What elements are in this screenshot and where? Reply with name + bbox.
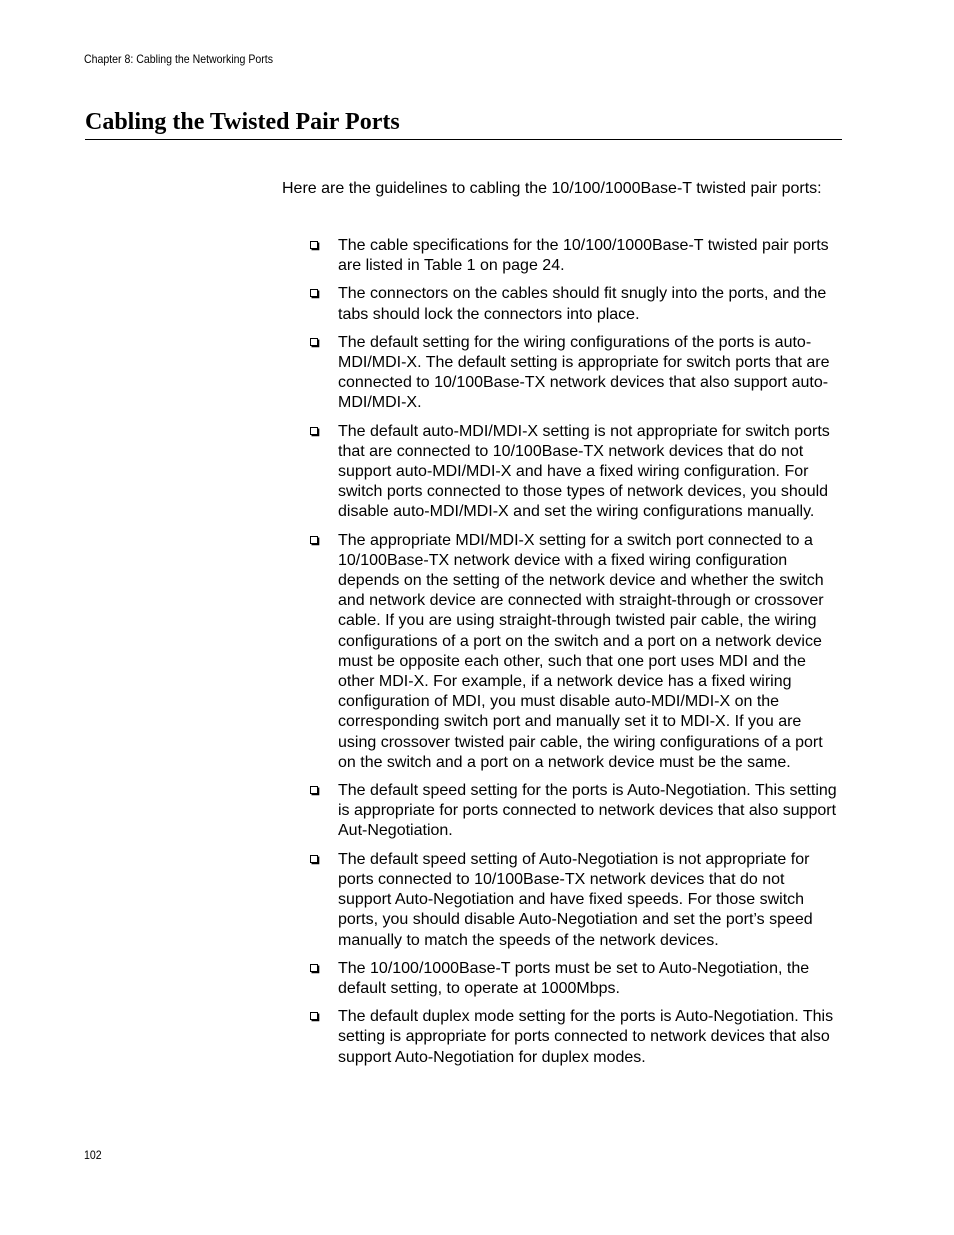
section-title: Cabling the Twisted Pair Ports <box>85 109 400 135</box>
list-item <box>282 236 842 276</box>
list-item-text: The appropriate MDI/MDI-X setting for a switch port connected to a 10/100Base-TX network device with a fixed wiring configuration depends on the setting of the network device and whether the switch and network device are connected with straight-through or crossover cable. If you are using straight-through twisted pair cable, the wiring configurations of a port on the switch and a port on a network device must be opposite each other, such that one port uses MDI and the other MDI-X. For example, if a network device has a fixed wiring configuration of MDI, you must disable auto-MDI/MDI-X on the corresponding switch port and manually set it to MDI-X. If you are using crossover twisted pair cable, the wiring configurations of a port on the switch and a port on a network device must be the same. <box>338 531 824 771</box>
hollow-square-bullet-icon <box>310 536 320 546</box>
hollow-square-bullet-icon <box>310 289 320 299</box>
hollow-square-bullet-icon <box>310 786 320 796</box>
list-item-text: The default auto-MDI/MDI-X setting is not appropriate for switch ports that are connected to 10/100Base-TX network devices that do not support auto-MDI/MDI-X and have a fixed wiring configuration. For switch ports connected to those types of network devices, you should disable auto-MDI/MDI-X and set the wiring configurations manually. <box>338 422 830 521</box>
hollow-square-bullet-icon <box>310 855 320 865</box>
list-item-text: The default setting for the wiring configurations of the ports is auto-MDI/MDI-X. The default setting is appropriate for switch ports that are connected to 10/100Base-TX network devices that also support auto-MDI/MDI-X. <box>338 333 830 412</box>
hollow-square-bullet-icon <box>310 338 320 348</box>
running-header: Chapter 8: Cabling the Networking Ports <box>84 52 274 66</box>
intro-paragraph: Here are the guidelines to cabling the 10/100/1000Base-T twisted pair ports: <box>282 180 822 197</box>
list-item <box>282 284 842 324</box>
page-number: 102 <box>84 1148 102 1162</box>
list-item-text: The 10/100/1000Base-T ports must be set to Auto-Negotiation, the default setting, to operate at 1000Mbps. <box>338 959 810 997</box>
list-item <box>282 850 842 951</box>
list-item <box>282 1007 842 1068</box>
list-item <box>282 531 842 773</box>
guideline-list <box>282 236 842 1076</box>
hollow-square-bullet-icon <box>310 964 320 974</box>
list-item <box>282 333 842 414</box>
list-item-text: The default duplex mode setting for the ports is Auto-Negotiation. This setting is appropriate for ports connected to network devices that also support Auto-Negotiation for duplex modes. <box>338 1008 834 1066</box>
list-item <box>282 781 842 842</box>
hollow-square-bullet-icon <box>310 241 320 251</box>
list-item-text: The connectors on the cables should fit snugly into the ports, and the tabs should lock the connectors into place. <box>338 285 827 323</box>
list-item <box>282 422 842 523</box>
hollow-square-bullet-icon <box>310 427 320 437</box>
list-item <box>282 959 842 999</box>
list-item-text: The default speed setting for the ports is Auto-Negotiation. This setting is appropriate for ports connected to network devices that also support Aut-Negotiation. <box>338 782 837 840</box>
list-item-text: The default speed setting of Auto-Negotiation is not appropriate for ports connected to 10/100Base-TX network devices that do not support Auto-Negotiation and have fixed speeds. For those switch ports, you should disable Auto-Negotiation and set the port’s speed manually to match the speeds of the network devices. <box>338 850 813 949</box>
title-rule <box>85 139 842 140</box>
list-item-text: The cable specifications for the 10/100/1000Base-T twisted pair ports are listed in Table 1 on page 24. <box>338 237 829 275</box>
hollow-square-bullet-icon <box>310 1012 320 1022</box>
